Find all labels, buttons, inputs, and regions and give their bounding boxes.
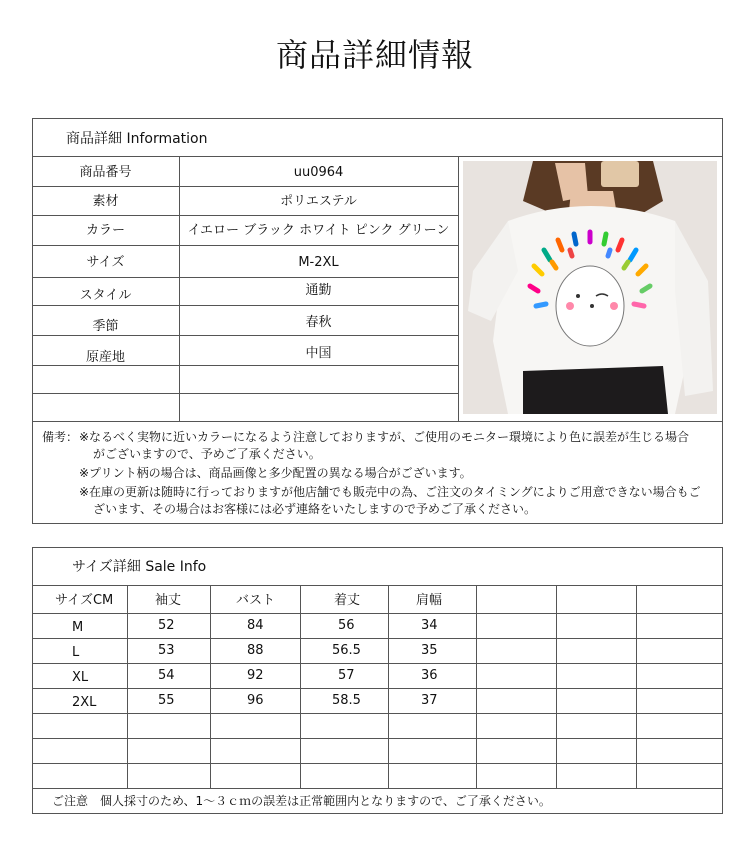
size-row-xl-sleeve: 54	[158, 668, 175, 683]
col-length: 着丈	[334, 593, 361, 608]
remark-line-4: ※在庫の更新は随時に行っておりますが他店舗でも販売中の為、ご注文のタイミングによりご用意できない場合もご	[79, 485, 701, 499]
size-row-l-sleeve: 53	[158, 643, 175, 658]
size-row-m-shoulder: 34	[421, 618, 438, 633]
remarks-prefix: 備考：	[42, 430, 79, 444]
size-row-m-size: M	[72, 620, 84, 635]
size-row-l-size: L	[72, 645, 80, 660]
label-size: サイズ	[86, 255, 125, 270]
size-header: サイズ詳細 Sale Info	[72, 559, 207, 575]
size-row-m-length: 56	[338, 618, 355, 633]
details-header: 商品詳細 Information	[66, 131, 208, 147]
size-row-2xl-shoulder: 37	[421, 693, 438, 708]
size-row-m-sleeve: 52	[158, 618, 175, 633]
size-row-xl-bust: 92	[247, 668, 264, 683]
remark-line-2: がございますので、予めご了承ください。	[93, 447, 321, 461]
size-row-xl-shoulder: 36	[421, 668, 438, 683]
value-color: イエロー ブラック ホワイト ピンク グリーン	[187, 223, 450, 238]
size-row-2xl-bust: 96	[247, 693, 264, 708]
size-row-xl-length: 57	[338, 668, 355, 683]
value-origin: 中国	[305, 346, 332, 361]
size-row-xl-size: XL	[72, 670, 89, 685]
label-material: 素材	[92, 194, 119, 209]
col-sleeve: 袖丈	[155, 593, 182, 608]
product-photo	[463, 161, 717, 414]
size-table	[32, 547, 723, 814]
value-material: ポリエステル	[280, 194, 357, 209]
value-product-number: uu0964	[293, 165, 344, 180]
label-color: カラー	[85, 223, 125, 238]
value-size: M-2XL	[298, 255, 339, 270]
remark-line-3: ※プリント柄の場合は、商品画像と多少配置の異なる場合がございます。	[79, 466, 472, 480]
col-bust: バスト	[236, 593, 276, 608]
size-row-l-shoulder: 35	[421, 643, 438, 658]
label-season: 季節	[92, 319, 119, 334]
label-style: スタイル	[79, 288, 132, 303]
label-origin: 原産地	[85, 350, 125, 365]
col-size: サイズCM	[55, 593, 114, 608]
size-row-l-length: 56.5	[332, 643, 361, 658]
value-style: 通勤	[305, 283, 332, 298]
value-season: 春秋	[305, 315, 332, 330]
page-title: 商品詳細情報	[275, 36, 474, 74]
remark-line-5: ざいます、その場合はお客様には必ず連絡をいたしますので予めご了承ください。	[93, 502, 537, 516]
size-row-l-bust: 88	[247, 643, 264, 658]
size-row-2xl-length: 58.5	[332, 693, 361, 708]
size-row-m-bust: 84	[247, 618, 264, 633]
size-row-2xl-sleeve: 55	[158, 693, 175, 708]
label-product-number: 商品番号	[79, 165, 132, 180]
size-note: 個人採寸のため、1～３ｃｍの誤差は正常範囲内となりますので、ご了承ください。	[100, 794, 551, 808]
size-row-2xl-size: 2XL	[72, 695, 97, 710]
col-shoulder: 肩幅	[416, 593, 443, 608]
remark-line-1: ※なるべく実物に近いカラーになるよう注意しておりますが、ご使用のモニター環境により色に誤差が生じる場合	[79, 430, 690, 444]
size-note-label: ご注意	[52, 794, 89, 808]
